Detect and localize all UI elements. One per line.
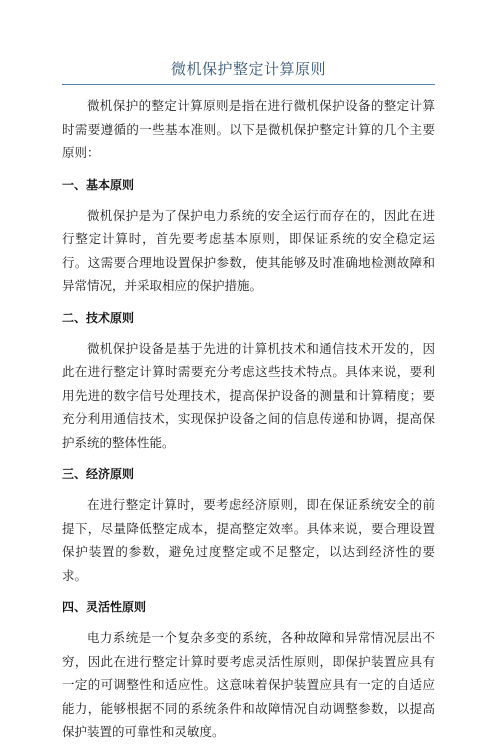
section-paragraph-basic: 微机保护是为了保护电力系统的安全运行而存在的，因此在进行整定计算时，首先要考虑基本原则，即保证系统的安全稳定运行。这需要合理地设置保护参数，使其能够及时准确地检测故障和异常情况，并采取相应的保护措施。 [62, 207, 435, 293]
document-body [62, 94, 435, 744]
section-paragraph-economic: 在进行整定计算时，要考虑经济原则，即在保证系统安全的前提下，尽量降低整定成本，提高整定效率。具体来说，要合理设置保护装置的参数，避免过度整定或不足整定，以达到经济性的要求。 [62, 497, 435, 583]
section-heading-technical: 二、技术原则 [62, 310, 135, 325]
document-title: 微机保护整定计算原则 [170, 60, 326, 78]
intro-paragraph: 微机保护的整定计算原则是指在进行微机保护设备的整定计算时需要遵循的一些基本准则。以下是微机保护整定计算的几个主要原则： [62, 98, 435, 160]
title-underline [62, 84, 435, 85]
section-heading-flexibility: 四、灵活性原则 [62, 600, 147, 614]
section-heading-basic: 一、基本原则 [62, 177, 135, 192]
section-paragraph-flexibility: 电力系统是一个复杂多变的系统，各种故障和异常情况层出不穷，因此在进行整定计算时要考虑灵活性原则，即保护装置应具有一定的可调整性和适应性。这意味着保护装置应具有一定的自适应能力，能够根据不同的系统条件和故障情况自动调整参数，以提高保护装置的可靠性和灵敏度。 [62, 630, 435, 739]
section-paragraph-technical: 微机保护设备是基于先进的计算机技术和通信技术开发的，因此在进行整定计算时需要充分考虑这些技术特点。具体来说，要利用先进的数字信号处理技术，提高保护设备的测量和计算精度；要充分利用通信技术，实现保护设备之间的信息传递和协调，提高保护系统的整体性能。 [62, 340, 435, 450]
section-heading-economic: 三、经济原则 [62, 467, 135, 481]
